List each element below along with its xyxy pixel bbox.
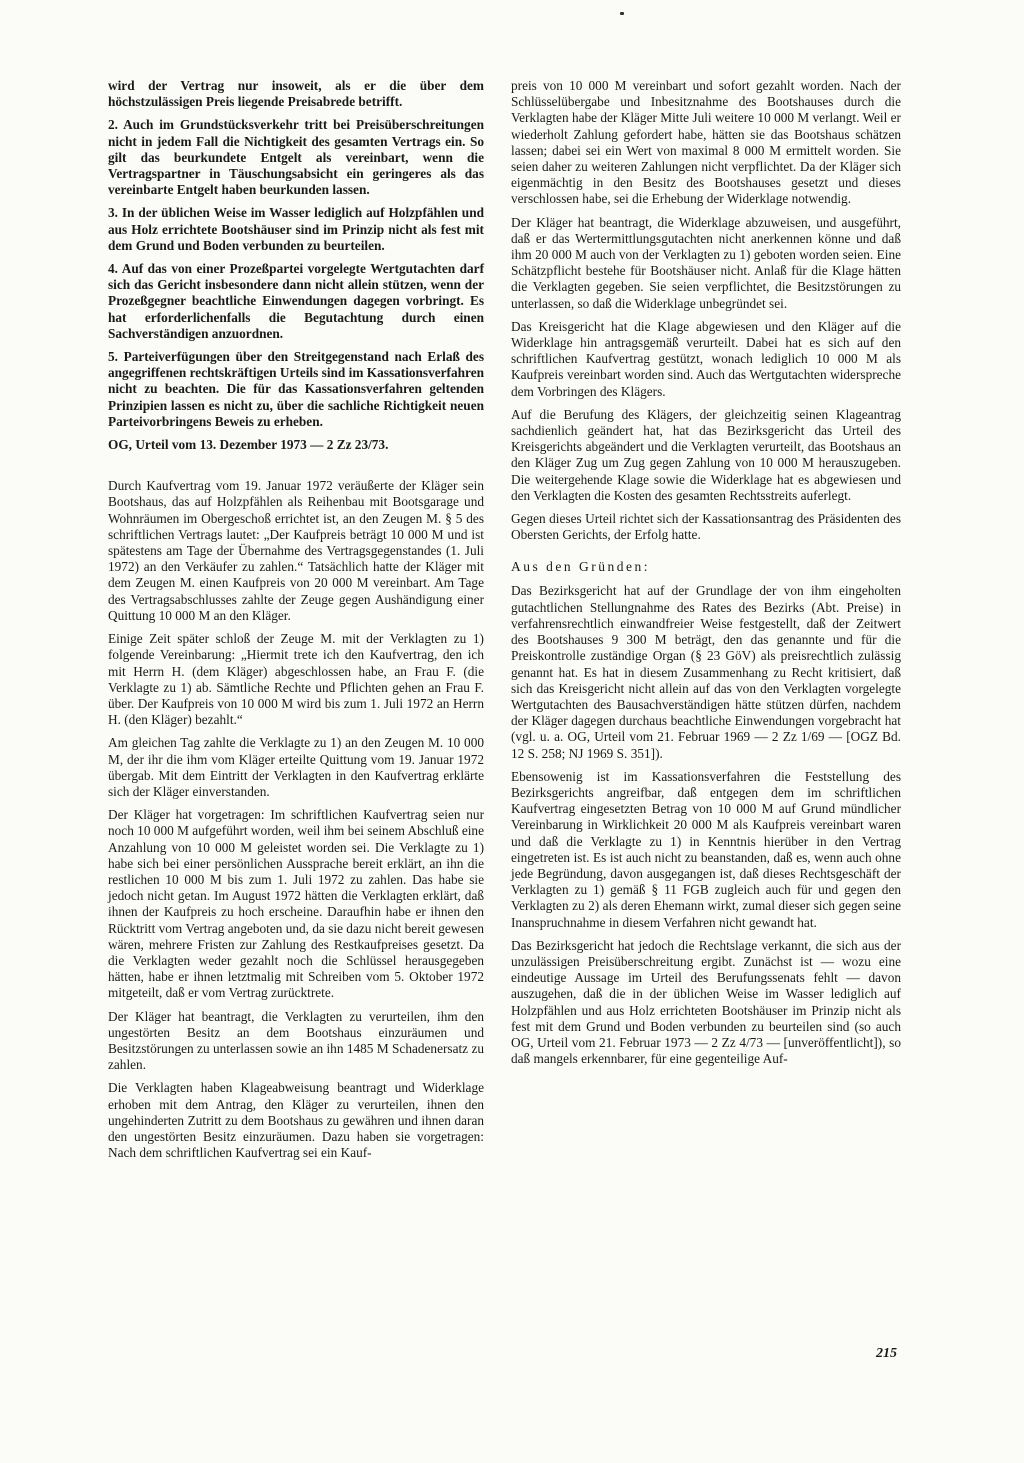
body-paragraph: Durch Kaufvertrag vom 19. Januar 1972 veräußerte der Kläger sein Bootshaus, das auf Holzpfählen als Reihenbau mit Bootsgarage und Wohnräumen im Obergeschoß errichtet ist, an den Zeugen M. § 5 des schriftlichen Vertrags lautet: „Der Kaufpreis beträgt 10 000 M und ist spätestens am Tage der Übernahme des Vertragsgegenstandes (1. Juli 1972) an den Verkäufer zu zahlen.“ Tatsächlich hatte der Kläger mit dem Zeugen M. einen Kaufpreis von 20 000 M vereinbart. Am Tage des Vertragsabschlusses zahlte der Zeuge gegen Aushändigung einer Quittung 10 000 M an den Kläger.: [108, 478, 484, 623]
facts-left: [108, 478, 484, 1161]
headnotes: [108, 78, 484, 453]
section-heading: Aus den Gründen:: [511, 559, 650, 575]
spacer: [108, 460, 484, 478]
facts-right: [511, 78, 901, 543]
reasons-paragraph: Das Bezirksgericht hat jedoch die Rechtslage verkannt, die sich aus der unzulässigen Preisüberschreitung ergibt. Zunächst ist — wozu eine eindeutige Aussage im Urteil des Berufungssenats fehlt — davon auszugehen, daß die in der üblichen Weise im Wasser lediglich auf Holzpfählen und aus Holz errichteten Bootshäuser im Prinzip nicht als fest mit dem Grund und Boden verbunden zu beurteilen sind (so auch OG, Urteil vom 21. Februar 1973 — 2 Zz 4/73 — [unveröffentlicht]), so daß mangels erkennbarer, für eine gegenteilige Auf-: [511, 937, 901, 1067]
body-paragraph: preis von 10 000 M vereinbart und sofort gezahlt worden. Nach der Schlüsselübergabe und Inbesitznahme des Bootshauses durch die Verklagten habe der Kläger Mitte Juli weitere 10 000 M verlangt. Weil er wiederholt Zahlung gefordert habe, hätten sie das Bootshaus schätzen lassen; dabei sei ein Wert von maximal 8 000 M ermittelt worden. Sie seien daher zu weiteren Zahlungen nicht verpflichtet. Da der Kläger sich eigenmächtig in den Besitz des Bootshauses gesetzt und dieses verschlossen habe, sei die Erhebung der Widerklage notwendig.: [511, 78, 901, 207]
page-number: 215: [876, 1346, 897, 1361]
headnote-2: 2. Auch im Grundstücksverkehr tritt bei Preisüberschreitungen nicht in jedem Fall die Nichtigkeit des gesamten Vertrags ein. So gilt das beurkundete Entgelt als vereinbart, wenn die Vertragspartner in Täuschungsabsicht ein geringeres als das vereinbarte Entgelt haben beurkunden lassen.: [108, 117, 484, 198]
right-column: [511, 78, 901, 1074]
body-paragraph: Der Kläger hat beantragt, die Widerklage abzuweisen, und ausgeführt, daß er das Wertermittlungsgutachten nicht anerkennen könne und daß ihm 20 000 M auch von der Verklagten zu 1) geboten worden seien. Eine Schätzpflicht bestehe für Bootshäuser nicht. Anlaß für die Klage hätten die Verklagten gegeben. Sie seien verpflichtet, die Besitzstörungen zu unterlassen, so daß die Widerklage unbegründet sei.: [511, 214, 901, 311]
body-paragraph: Auf die Berufung des Klägers, der gleichzeitig seinen Klageantrag sachdienlich geändert hat, hat das Bezirksgericht das Urteil des Kreisgerichts abgeändert und die Verklagten verurteilt, das Bootshaus an den Kläger Zug um Zug gegen Zahlung von 10 000 M herauszugeben. Die weitergehende Klage sowie die Widerklage hat es abgewiesen und den Verklagten die Kosten des gesamten Rechtsstreits auferlegt.: [511, 406, 901, 503]
scan-mark: [620, 12, 624, 15]
reasons-paragraph: Ebensowenig ist im Kassationsverfahren die Feststellung des Bezirksgerichts angreifbar, daß entgegen dem im schriftlichen Kaufvertrag eingesetzten Betrag von 10 000 M auf Grund mündlicher Vereinbarung in Wirklichkeit 20 000 M als Kaufpreis vereinbart waren und daß die Verklagte zu 1) in Kenntnis hierüber in den Vertrag eingetreten ist. Es ist auch nicht zu beanstanden, daß es, wenn auch ohne jede Begründung, davon ausgegangen ist, daß dieses Rechtsgeschäft der Verklagten zu 1) gemäß § 11 FGB zugleich auch für und gegen den Verklagten zu 2) als deren Ehemann wirkt, zumal dieser sich gegen seine Inanspruchnahme in diesem Verfahren nicht gewandt hat.: [511, 768, 901, 930]
body-paragraph: Am gleichen Tag zahlte die Verklagte zu 1) an den Zeugen M. 10 000 M, der ihr die ihm vom Kläger erteilte Quittung vom 19. Januar 1972 übergab. Mit dem Eintritt der Verklagten in den Kaufvertrag erklärte sich der Kläger einverstanden.: [108, 735, 484, 799]
reasons: [511, 583, 901, 1067]
headnote-5: 5. Parteiverfügungen über den Streitgegenstand nach Erlaß des angegriffenen rechtskräftigen Urteils sind im Kassationsverfahren nicht zu beachten. Die für das Kassationsverfahren geltenden Prinzipien lassen es nicht zu, über die sachliche Richtigkeit neuen Parteivorbringens Beweis zu erheben.: [108, 349, 484, 429]
body-paragraph: Gegen dieses Urteil richtet sich der Kassationsantrag des Präsidenten des Obersten Gerichts, der Erfolg hatte.: [511, 511, 901, 543]
body-paragraph: Der Kläger hat vorgetragen: Im schriftlichen Kaufvertrag seien nur noch 10 000 M aufgeführt worden, weil ihm bei seinem Abschluß eine Anzahlung von 10 000 M geleistet worden sei. Die Verklagte zu 1) habe sich bei einer persönlichen Aussprache bereit erklärt, an ihn die restlichen 10 000 M bis zum 1. Juli 1972 zu zahlen. Das habe sie jedoch nicht getan. Im August 1972 hätten die Verklagten erklärt, daß ihnen der Kaufpreis zu hoch erscheine. Daraufhin habe er ihnen den Rücktritt vom Vertrag angeboten und, da sie dazu nicht bereit gewesen wären, mehrere Fristen zur Zahlung des Restkaufpreises gesetzt. Da die Verklagten weder gezahlt noch die Schlüssel herausgegeben hätten, habe er ihnen letztmalig mit Schreiben vom 5. Oktober 1972 mitgeteilt, daß er vom Vertrag zurücktrete.: [108, 807, 485, 1001]
body-paragraph: Der Kläger hat beantragt, die Verklagten zu verurteilen, ihm den ungestörten Besitz an dem Bootshaus einzuräumen und Besitzstörungen zu unterlassen sowie an ihn 1485 M Schadenersatz zu zahlen.: [108, 1008, 484, 1073]
body-paragraph: Das Kreisgericht hat die Klage abgewiesen und den Kläger auf die Widerklage hin antragsgemäß verurteilt. Dabei hat es sich auf den schriftlichen Kaufvertrag gestützt, wonach lediglich 10 000 M als Kaufpreis vereinbart worden sind. Auch das Wertgutachten widerspreche dem Vorbringen des Klägers.: [511, 318, 901, 399]
body-paragraph: Einige Zeit später schloß der Zeuge M. mit der Verklagten zu 1) folgende Vereinbarung: „Hiermit trete ich den Kaufvertrag, den ich mit Herrn H. (dem Kläger) abgeschlossen habe, an Frau F. (die Verklagte zu 1) ab. Sämtliche Rechte und Pflichten gehen an Frau F. über. Der Kaufpreis von 10 000 M wird bis zum 1. Juli 1972 an Herrn H. (den Kläger) bezahlt.“: [108, 631, 484, 728]
left-column: [108, 78, 484, 1168]
headnote-4: 4. Auf das von einer Prozeßpartei vorgelegte Wertgutachten darf sich das Gericht insbesondere dann nicht allein stützen, wenn der Prozeßgegner beachtliche Einwendungen dagegen vorbringt. Es hat erforderlichenfalls die Begutachtung durch einen Sachverständigen anzuordnen.: [108, 261, 484, 341]
case-citation: OG, Urteil vom 13. Dezember 1973 — 2 Zz 23/73.: [108, 437, 389, 453]
reasons-paragraph: Das Bezirksgericht hat auf der Grundlage der von ihm eingeholten gutachtlichen Stellungnahme des Rates des Bezirks (Abt. Preise) in verfahrensrechtlich einwandfreier Weise festgestellt, daß der Zeitwert des Bootshauses 9 300 M beträgt, den das genannte und für die Preiskontrolle zuständige Organ (§ 23 GöV) als preisrechtlich zulässig genannt hat. Es hat in diesem Zusammenhang zu Recht kritisiert, daß sich das Kreisgericht nicht allein auf das von den Verklagten vorgelegte Wertgutachten des Bausachverständigen hätte stützen dürfen, nachdem der Kläger dagegen durchaus beachtliche Einwendungen vorgebracht hat (vgl. u. a. OG, Urteil vom 21. Februar 1969 — 2 Zz 1/69 — [OGZ Bd. 12 S. 258; NJ 1969 S. 351]).: [511, 583, 901, 761]
headnote-3: 3. In der üblichen Weise im Wasser lediglich auf Holzpfählen und aus Holz errichtete Bootshäuser sind im Prinzip nicht als fest mit dem Grund und Boden verbunden zu beurteilen.: [108, 205, 484, 253]
body-paragraph: Die Verklagten haben Klageabweisung beantragt und Widerklage erhoben mit dem Antrag, den Kläger zu verurteilen, ihnen den ungehinderten Zutritt zu dem Bootshaus zu gewähren und ihnen daran den ungestörten Besitz einzuräumen. Dazu haben sie vorgetragen: Nach dem schriftlichen Kaufvertrag sei ein Kauf-: [108, 1080, 484, 1161]
headnote-1-end: wird der Vertrag nur insoweit, als er die über dem höchstzulässigen Preis liegende Preisabrede betrifft.: [108, 78, 484, 110]
